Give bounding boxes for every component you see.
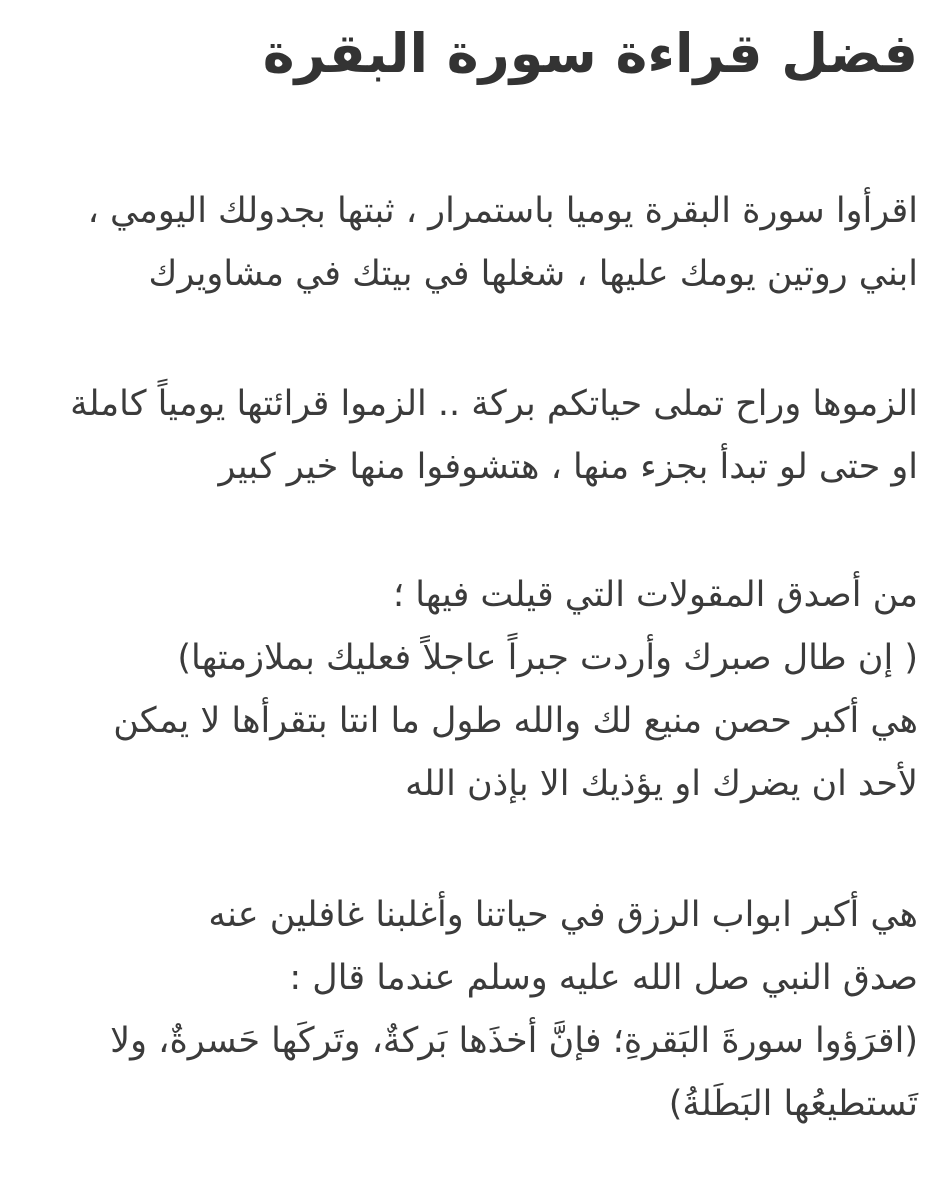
paragraph-line: الزموها وراح تملى حياتكم بركة .. الزموا قرائتها يومياً كاملة <box>70 384 918 424</box>
paragraph-3 <box>18 564 918 816</box>
paragraph-line: ( إن طال صبرك وأردت جبراً عاجلاً فعليك بملازمتها) <box>177 638 918 678</box>
hadith-quote-line: تَستطيعُها البَطَلةُ) <box>668 1084 918 1124</box>
paragraph-line: صدق النبي صل الله عليه وسلم عندما قال : <box>289 958 918 998</box>
paragraph-line: هي أكبر حصن منيع لك والله طول ما انتا بتقرأها لا يمكن <box>113 701 918 741</box>
paragraph-line: لأحد ان يضرك او يؤذيك الا بإذن الله <box>405 764 918 804</box>
paragraph-line: من أصدق المقولات التي قيلت فيها ؛ <box>392 575 918 615</box>
paragraph-2 <box>18 373 918 499</box>
paragraph-line: اقرأوا سورة البقرة يوميا باستمرار ، ثبتها بجدولك اليومي ، <box>87 191 918 231</box>
paragraph-line: ابني روتين يومك عليها ، شغلها في بيتك في مشاويرك <box>148 254 918 294</box>
article-title: فضل قراءة سورة البقرة <box>262 22 918 85</box>
paragraph-line: هي أكبر ابواب الرزق في حياتنا وأغلبنا غافلين عنه <box>208 895 918 935</box>
hadith-quote-line: (اقرَؤوا سورةَ البَقرةِ؛ فإنَّ أخذَها بَركةٌ، وتَركَها حَسرةٌ، ولا <box>110 1021 918 1061</box>
paragraph-1 <box>18 180 918 306</box>
paragraph-line: او حتى لو تبدأ بجزء منها ، هتشوفوا منها خير كبير <box>218 447 918 487</box>
paragraph-4 <box>18 884 918 1136</box>
